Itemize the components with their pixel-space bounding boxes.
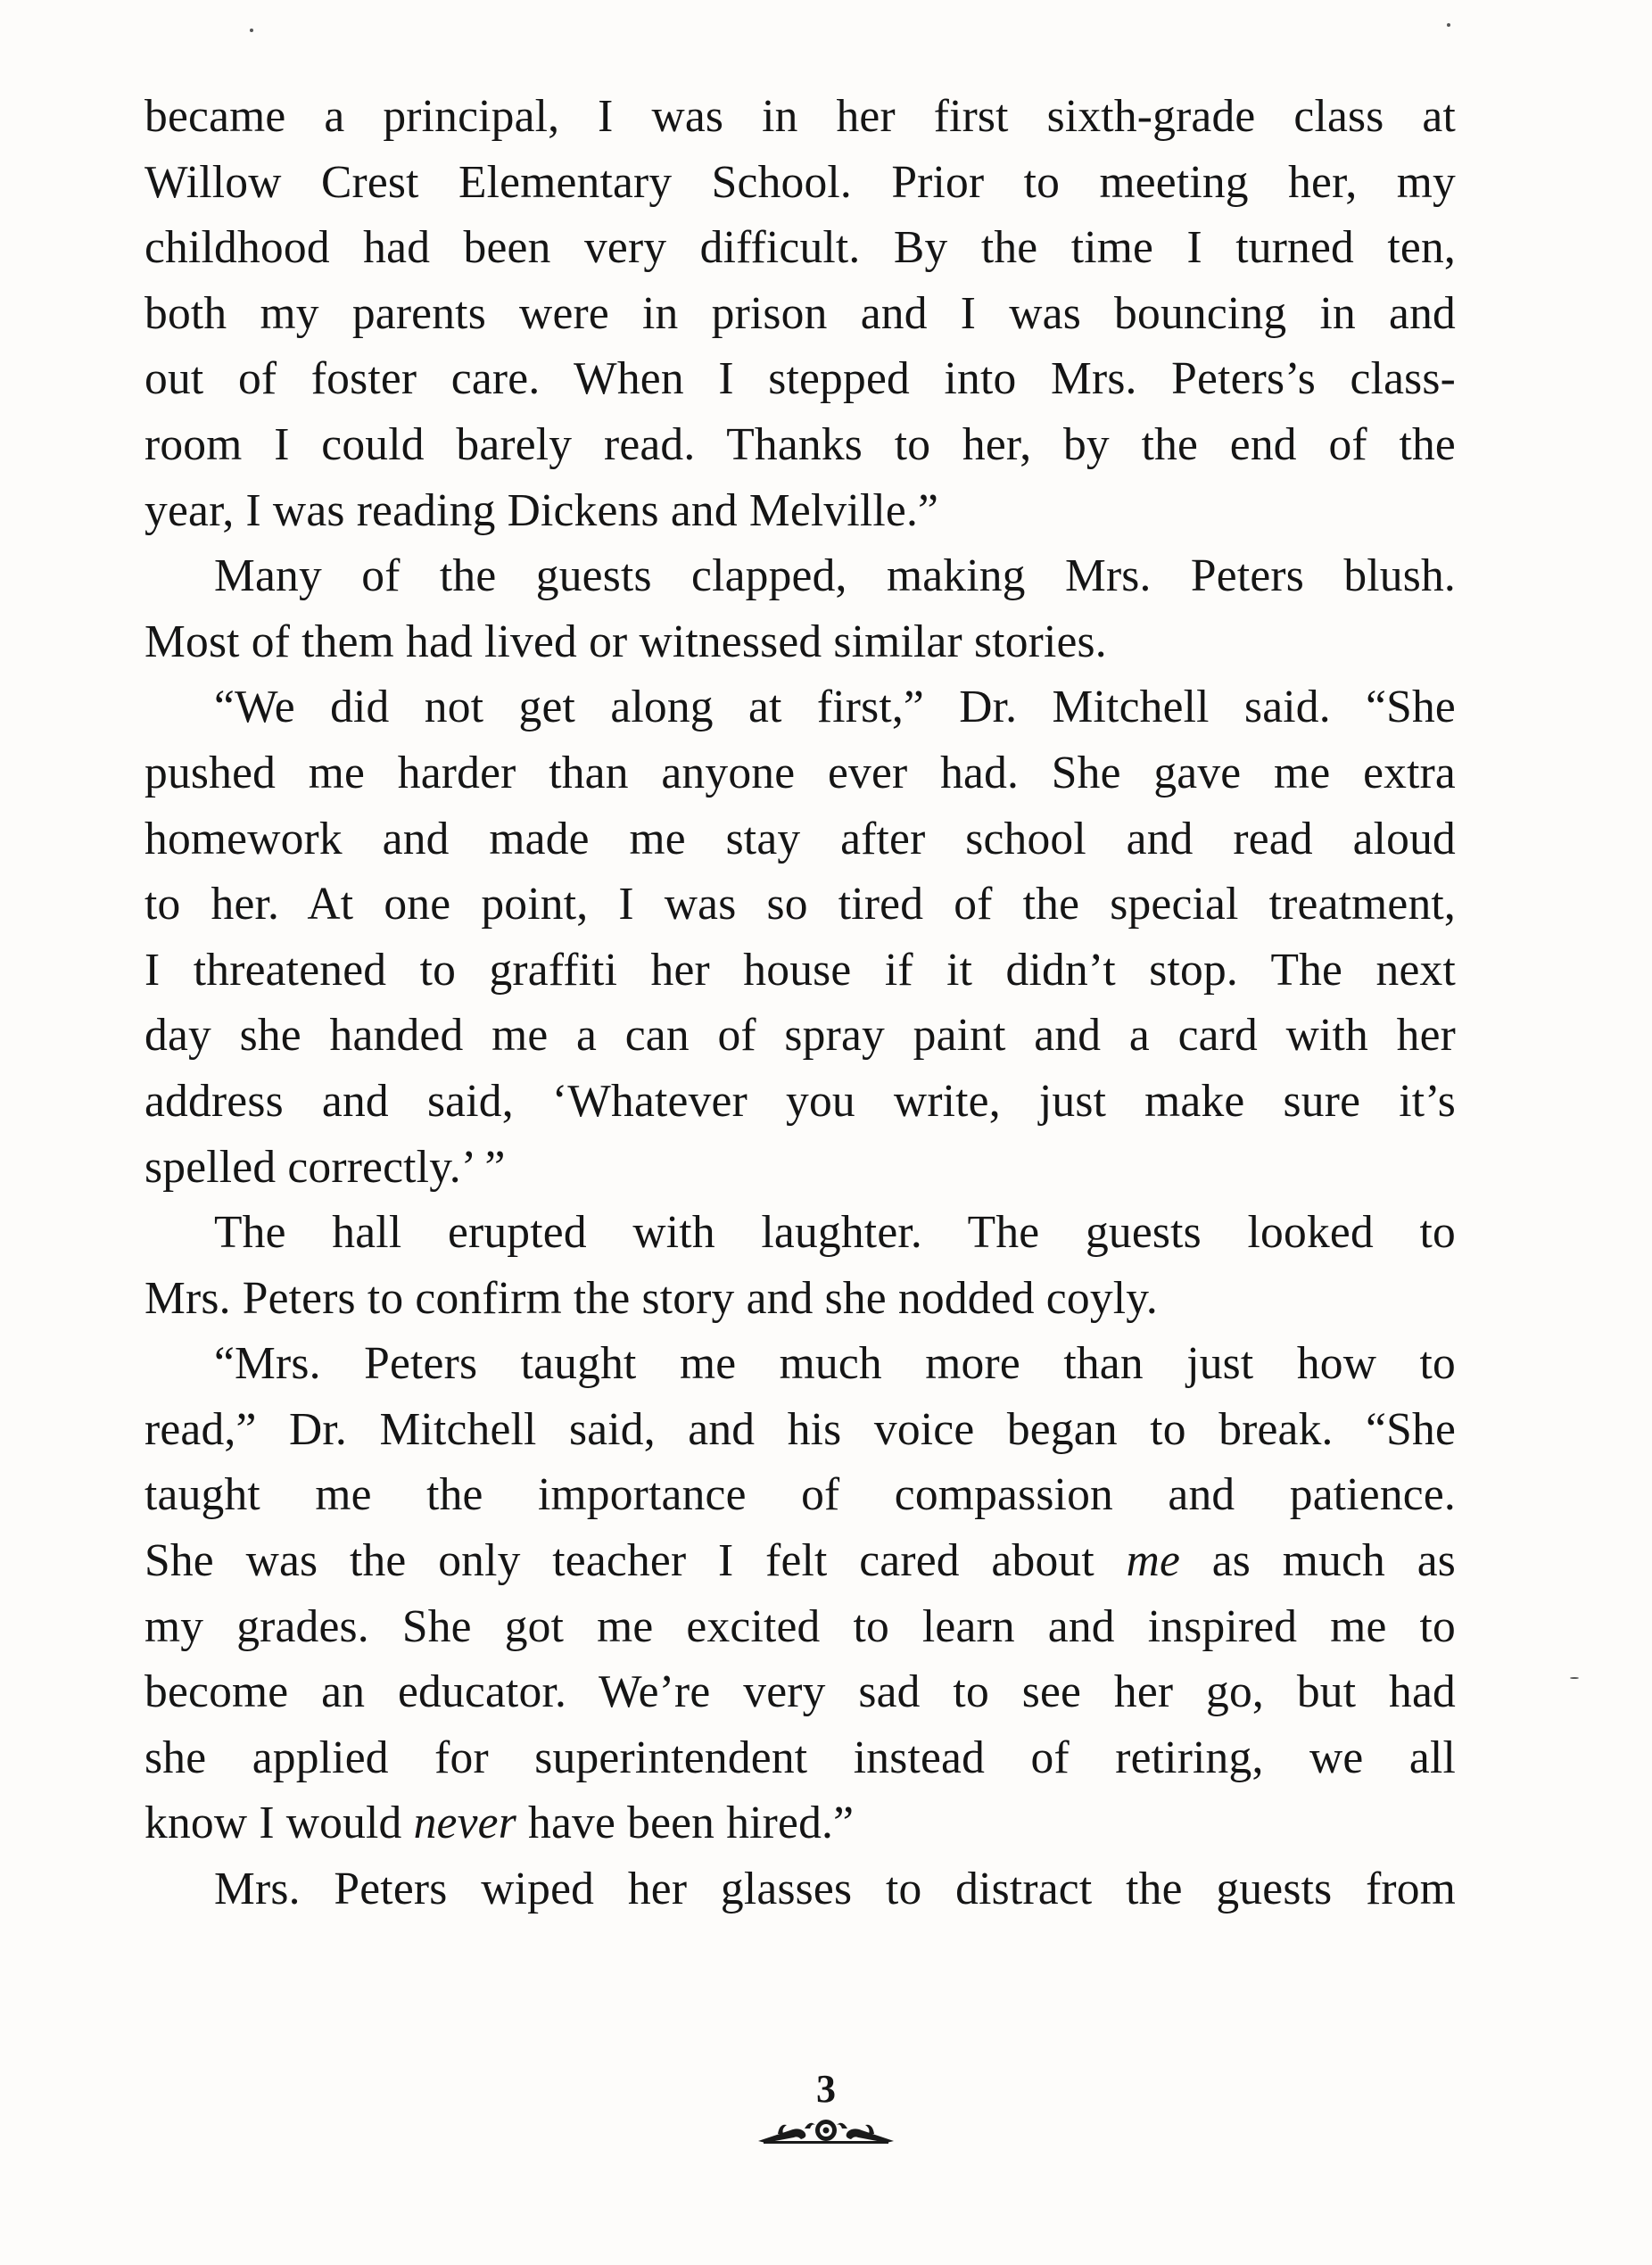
text-line	[145, 1003, 1456, 1069]
text-run: both my parents were in prison and I was bouncing in and	[145, 287, 1456, 339]
text-run: she applied for superintendent instead of retiring, we all	[145, 1732, 1456, 1783]
text-line	[145, 281, 1456, 347]
body-text	[145, 84, 1456, 1922]
paragraph	[145, 674, 1456, 1200]
text-line	[145, 1725, 1456, 1791]
text-run: room I could barely read. Thanks to her, by the end of the	[145, 418, 1456, 470]
text-run: I threatened to graffiti her house if it didn’t stop. The next	[145, 944, 1456, 996]
paragraph	[145, 1331, 1456, 1856]
text-line	[145, 872, 1456, 938]
text-line	[145, 1069, 1456, 1135]
page-footer	[0, 2068, 1652, 2145]
text-run: childhood had been very difficult. By the time I turned ten,	[145, 222, 1456, 274]
text-run: day she handed me a can of spray paint and a card with her	[145, 1010, 1456, 1062]
text-run: my grades. She got me excited to learn and inspired me to	[145, 1600, 1456, 1652]
text-line	[145, 84, 1456, 150]
text-run: to her. At one point, I was so tired of the special treatment,	[145, 879, 1456, 930]
italic-text: me	[1126, 1535, 1181, 1587]
paragraph	[145, 1200, 1456, 1331]
text-line	[145, 740, 1456, 806]
paragraph	[145, 84, 1456, 543]
text-run: Mrs. Peters to confirm the story and she nodded coyly.	[145, 1272, 1158, 1324]
text-line	[145, 346, 1456, 412]
text-line	[145, 1856, 1456, 1922]
text-line	[145, 1397, 1456, 1463]
text-run: pushed me harder than anyone ever had. She gave me extra	[145, 747, 1456, 798]
scan-speck	[1447, 23, 1450, 27]
text-line	[145, 1331, 1456, 1397]
text-line	[145, 1135, 1456, 1201]
paragraph	[145, 1856, 1456, 1922]
text-line	[145, 1528, 1456, 1594]
text-line	[145, 1594, 1456, 1660]
scan-speck	[1570, 1677, 1579, 1679]
text-line	[145, 674, 1456, 740]
text-run: Mrs. Peters wiped her glasses to distract the guests from	[214, 1864, 1456, 1915]
text-run: spelled correctly.’ ”	[145, 1141, 506, 1193]
text-line	[145, 1659, 1456, 1725]
text-run: Most of them had lived or witnessed similar stories.	[145, 616, 1107, 667]
text-run: have been hired.”	[516, 1798, 855, 1849]
floral-ornament-icon	[755, 2114, 897, 2145]
text-line	[145, 609, 1456, 675]
text-run: Willow Crest Elementary School. Prior to meeting her, my	[145, 156, 1456, 208]
text-line	[145, 1266, 1456, 1332]
paragraph	[145, 543, 1456, 674]
text-line	[145, 1200, 1456, 1266]
text-run: The hall erupted with laughter. The guests looked to	[214, 1207, 1456, 1259]
page-body	[145, 84, 1456, 1922]
scan-speck	[250, 29, 253, 32]
text-line	[145, 806, 1456, 872]
text-line	[145, 412, 1456, 478]
text-run: became a principal, I was in her first sixth-grade class at	[145, 91, 1456, 142]
text-run: “Mrs. Peters taught me much more than just how to	[214, 1338, 1456, 1390]
text-run: address and said, ‘Whatever you write, just make sure it’s	[145, 1075, 1456, 1127]
text-run: year, I was reading Dickens and Melville.”	[145, 484, 939, 536]
italic-text: never	[413, 1798, 516, 1849]
text-line	[145, 543, 1456, 609]
text-run: know I would	[145, 1798, 414, 1849]
text-line	[145, 478, 1456, 544]
text-line	[145, 215, 1456, 281]
page-number: 3	[816, 2067, 836, 2111]
text-line	[145, 938, 1456, 1004]
text-line	[145, 1790, 1456, 1856]
text-run: taught me the importance of compassion and patience.	[145, 1469, 1456, 1521]
text-run: “We did not get along at first,” Dr. Mitchell said. “She	[214, 682, 1456, 733]
text-line	[145, 150, 1456, 216]
text-run: homework and made me stay after school and read aloud	[145, 813, 1456, 864]
text-run: as much as	[1180, 1535, 1456, 1587]
text-run: out of foster care. When I stepped into Mrs. Peters’s class-	[145, 353, 1456, 405]
text-run: Many of the guests clapped, making Mrs. Peters blush.	[214, 550, 1456, 602]
text-run: read,” Dr. Mitchell said, and his voice began to break. “She	[145, 1403, 1456, 1455]
text-run: She was the only teacher I felt cared about	[145, 1535, 1127, 1587]
text-line	[145, 1462, 1456, 1528]
text-run: become an educator. We’re very sad to see her go, but had	[145, 1666, 1456, 1718]
